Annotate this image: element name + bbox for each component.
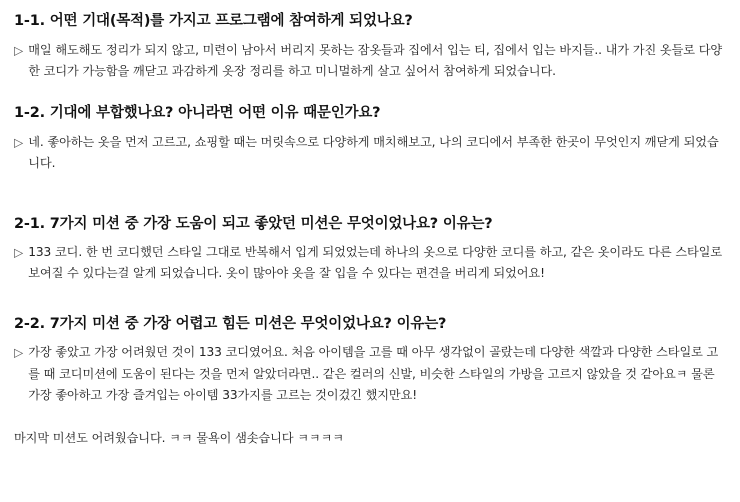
- question-heading: 2-2. 7가지 미션 중 가장 어렵고 힘든 미션은 무엇이었나요? 이유는?: [14, 315, 447, 332]
- triangle-marker-icon: ▷: [14, 135, 24, 150]
- answer-text: 네. 좋아하는 옷을 먼저 고르고, 쇼핑할 때는 머릿속으로 다양하게 매치해보고, 나의 코디에서 부족한 한곳이 무엇인지 깨닫게 되었습니다.: [28, 134, 719, 171]
- question-heading: 2-1. 7가지 미션 중 가장 도움이 되고 좋았던 미션은 무엇이었나요? 이유는?: [14, 215, 493, 232]
- question-heading: 1-1. 어떤 기대(목적)를 가지고 프로그램에 참여하게 되었나요?: [14, 13, 413, 29]
- triangle-marker-icon: ▷: [14, 43, 24, 58]
- qa-block-1-1: [14, 12, 726, 82]
- closing-text: 마지막 미션도 어려웠습니다. ㅋㅋ 물욕이 샘솟습니다 ㅋㅋㅋㅋ: [14, 431, 344, 446]
- answer-row: [14, 342, 726, 406]
- qa-block-2-2: [14, 315, 726, 407]
- qa-block-2-1: [14, 215, 726, 285]
- answer-text: 매일 해도해도 정리가 되지 않고, 미련이 남아서 버리지 못하는 잠옷들과 집에서 입는 티, 집에서 입는 바지들.. 내가 가진 옷들로 다양한 코디가 가능함을 깨닫고 과감하게 옷장 정리를 하고 미니멀하게 살고 싶어서 참여하게 되었습니다.: [28, 42, 723, 78]
- qa-block-1-2: [14, 104, 726, 174]
- answer-row: [14, 242, 726, 285]
- answer-text: 133 코디. 한 번 코디했던 스타일 그대로 반복해서 입게 되었었는데 하나의 옷으로 다양한 코디를 하고, 같은 옷이라도 다른 스타일로 보여질 수 있다는걸 알게 되었습니다. 옷이 많아야 옷을 잘 입을 수 있다는 편견을 버리게 되었어요!: [28, 245, 723, 281]
- triangle-marker-icon: ▷: [14, 245, 24, 260]
- triangle-marker-icon: ▷: [14, 345, 24, 360]
- answer-row: [14, 132, 726, 175]
- question-heading: 1-2. 기대에 부합했나요? 아니라면 어떤 이유 때문인가요?: [14, 105, 381, 122]
- answer-row: [14, 40, 726, 83]
- answer-text: 가장 좋았고 가장 어려웠던 것이 133 코디였어요. 처음 아이템을 고를 때 아무 생각없이 골랐는데 다양한 색깔과 다양한 스타일로 고를 때 코디미션에 도움이 된다는 것을 먼저 알았더라면.. 같은 컬러의 신발, 비슷한 스타일의 가방을 고르지 않았을 것 같아요ㅋ 물론 가장 좋아하고 가장 즐겨입는 아이템 33가지를 고르는 것이겄긴 했지만요!: [28, 345, 719, 402]
